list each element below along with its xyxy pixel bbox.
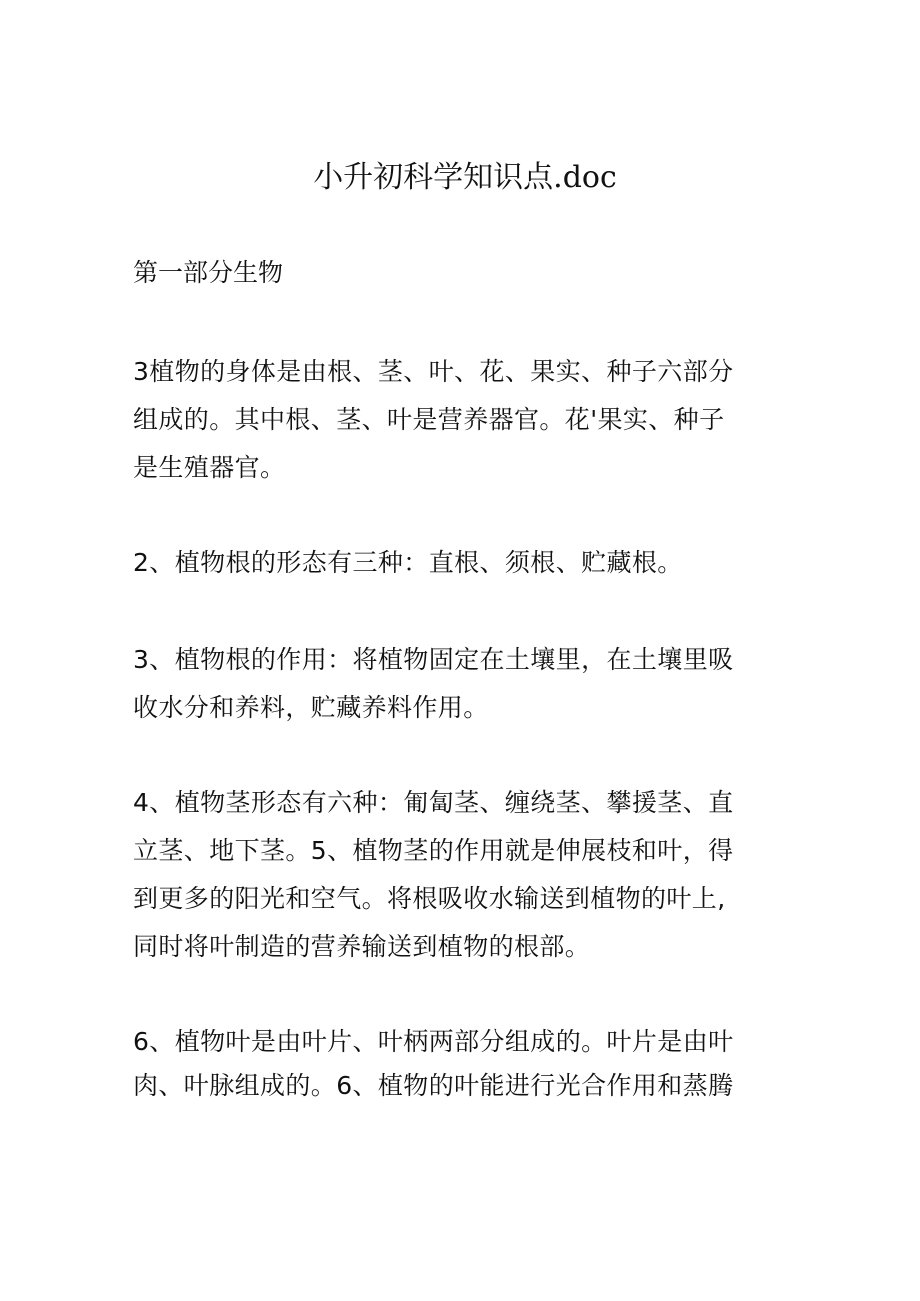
paragraph-line: 肉、叶脉组成的。6、植物的叶能进行光合作用和蒸腾 [133, 1071, 734, 1100]
paragraph-line: 6、植物叶是由叶片、叶柄两部分组成的。叶片是由叶 [133, 1027, 734, 1056]
section-heading: 第一部分生物 [133, 258, 284, 287]
paragraph-line: 同时将叶制造的营养输送到植物的根部。 [133, 932, 591, 961]
paragraph-line: 收水分和养料，贮藏养料作用。 [133, 693, 489, 722]
paragraph-leaf [133, 1020, 795, 1108]
paragraph-line: 2、植物根的形态有三种：直根、须根、贮藏根。 [133, 548, 683, 577]
paragraph-line: 4、植物茎形态有六种：匍匐茎、缠绕茎、攀援茎、直 [133, 788, 734, 817]
paragraph-root-functions [133, 636, 795, 732]
document-title: 小升初科学知识点.doc [313, 160, 617, 195]
paragraph-line: 立茎、地下茎。5、植物茎的作用就是伸展枝和叶，得 [133, 836, 734, 865]
paragraph-line: 3植物的身体是由根、茎、叶、花、果实、种子六部分 [133, 357, 734, 386]
paragraph-line: 3、植物根的作用：将植物固定在土壤里，在土壤里吸 [133, 645, 734, 674]
paragraph-root-forms [133, 539, 795, 587]
paragraph-stem [133, 779, 795, 971]
paragraph-line: 是生殖器官。 [133, 453, 286, 482]
paragraph-line: 到更多的阳光和空气。将根吸收水输送到植物的叶上, [133, 884, 726, 913]
paragraph-plant-parts [133, 348, 795, 492]
paragraph-line: 组成的。其中根、茎、叶是营养器官。花'果实、种子 [133, 405, 725, 434]
